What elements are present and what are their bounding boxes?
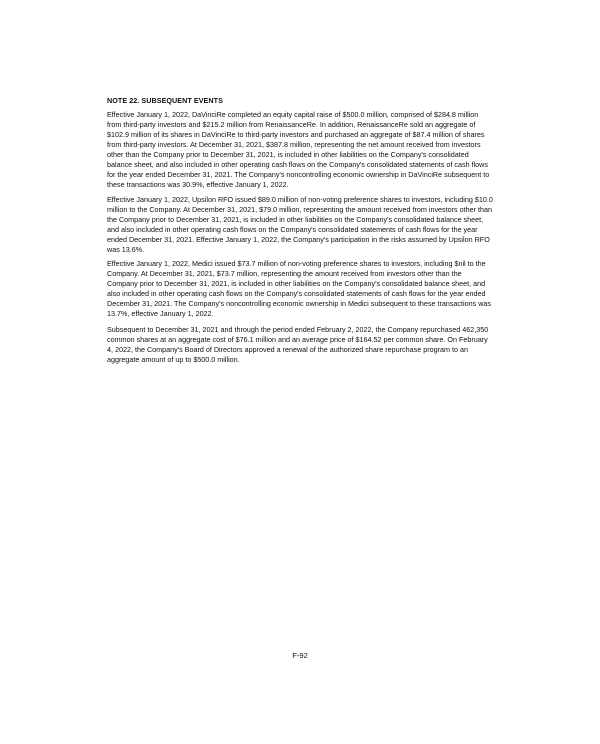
paragraph-upsilon-rfo: Effective January 1, 2022, Upsilon RFO issued $89.0 million of non-voting preference shares to investors, including $10.0 million to the Company. At December 31, 2021, $79.0 million, representing the amount received from investors other than the Company prior to December 31, 2021, is included in other liabilities on the Company's consolidated balance sheet, and also included in other operating cash flows on the Company's consolidated statements of cash flows for the year ended December 31, 2021. Effective January 1, 2022, the Company's participation in the risks assumed by Upsilon RFO was 13.6%.: [107, 194, 493, 254]
page-number: F-92: [292, 651, 308, 660]
paragraph-share-repurchase: Subsequent to December 31, 2021 and through the period ended February 2, 2022, the Company repurchased 462,350 common shares at an aggregate cost of $76.1 million and an average price of $164.52 per common share. On February 4, 2022, the Company's Board of Directors approved a renewal of the authorized share repurchase program to an aggregate amount of up to $500.0 million.: [107, 324, 489, 364]
paragraph-davincire: Effective January 1, 2022, DaVinciRe completed an equity capital raise of $500.0 million, comprised of $284.8 million from third-party investors and $215.2 million from RenaissanceRe. In addition, RenaissanceRe sold an aggregate of $102.9 million of its shares in DaVinciRe to third-party investors and purchased an aggregate of $87.4 million of shares from third-party investors. At December 31, 2021, $387.8 million, representing the net amount received from investors other than the Company prior to December 31, 2021, is included in other liabilities on the Company's consolidated balance sheet, and also included in other operating cash flows on the Company's consolidated statements of cash flows for the year ended December 31, 2021. The Company's noncontrolling economic ownership in DaVinciRe subsequent to these transactions was 30.9%, effective January 1, 2022.: [107, 110, 490, 189]
paragraph-medici: Effective January 1, 2022, Medici issued $73.7 million of non-voting preference shares to investors, including $nil to the Company. At December 31, 2021, $73.7 million, representing the amount received from investors other than the Company prior to December 31, 2021, is included in other liabilities on the Company's consolidated balance sheet, and also included in other operating cash flows on the Company's consolidated statements of cash flows for the year ended December 31, 2021. The Company's noncontrolling economic ownership in Medici subsequent to these transactions was 13.7%, effective January 1, 2022.: [107, 259, 491, 318]
note-section: [107, 96, 493, 369]
note-heading: NOTE 22. SUBSEQUENT EVENTS: [107, 96, 223, 105]
